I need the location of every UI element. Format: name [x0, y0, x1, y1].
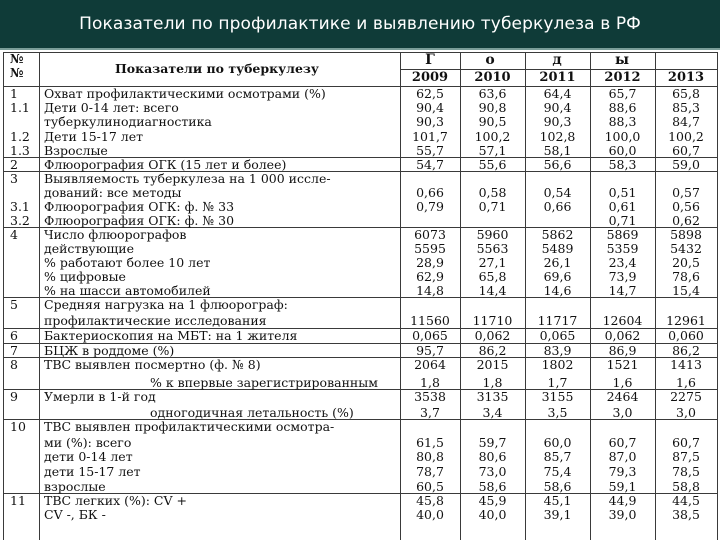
- table-col-rule: [39, 52, 40, 540]
- row-value: 0,79: [416, 199, 444, 214]
- row-value: 20,5: [672, 255, 700, 270]
- row-value: 12604: [602, 313, 643, 328]
- row-value: 73,9: [608, 269, 637, 284]
- row-value: 3,4: [482, 405, 503, 420]
- row-value: 14,8: [416, 283, 444, 298]
- row-value: 0,71: [478, 199, 507, 214]
- row-value: 1,6: [612, 375, 633, 390]
- row-indicator-label: ТВС выявлен профилактическими осмотра-: [44, 419, 335, 434]
- row-number: 3.1: [10, 199, 30, 214]
- row-value: 59,0: [672, 157, 700, 172]
- row-value: 2275: [670, 389, 702, 404]
- row-indicator-label: дети 0-14 лет: [44, 449, 133, 464]
- row-value: 44,5: [672, 493, 700, 508]
- row-value: 79,3: [608, 464, 637, 479]
- row-value: 84,7: [672, 114, 700, 129]
- header-indicator-label: Показатели по туберкулезу: [115, 61, 319, 76]
- row-indicator-label: % работают более 10 лет: [44, 255, 211, 270]
- row-value: 85,7: [543, 449, 572, 464]
- table-col-rule: [717, 52, 718, 540]
- row-value: 5869: [606, 227, 639, 242]
- row-value: 90,4: [543, 100, 572, 115]
- row-indicator-label: взрослые: [44, 479, 106, 494]
- row-value: 90,3: [543, 114, 572, 129]
- row-number: 7: [10, 343, 18, 358]
- row-indicator-label: Дети 15-17 лет: [44, 129, 144, 144]
- row-value: 15,4: [672, 283, 700, 298]
- row-value: 85,3: [672, 100, 700, 115]
- header-year-2010: 2010: [474, 70, 511, 85]
- row-value: 0,66: [543, 199, 572, 214]
- row-value: 40,0: [478, 507, 507, 522]
- row-indicator-label: Число флюорографов: [44, 227, 187, 242]
- row-value: 38,5: [672, 507, 700, 522]
- row-value: 23,4: [608, 255, 637, 270]
- row-value: 45,1: [543, 493, 572, 508]
- row-number: 10: [10, 419, 26, 434]
- row-value: 87,5: [672, 449, 700, 464]
- row-value: 1,8: [420, 375, 440, 390]
- row-value: 0,062: [474, 328, 511, 343]
- row-value: 55,6: [478, 157, 507, 172]
- row-number: 3: [10, 171, 18, 186]
- row-number: 8: [10, 357, 18, 372]
- row-value: 61,5: [416, 435, 444, 450]
- header-year-2012: 2012: [604, 70, 641, 85]
- row-value: 86,2: [478, 343, 507, 358]
- row-value: 3538: [414, 389, 446, 404]
- row-value: 90,3: [416, 114, 444, 129]
- row-value: 2064: [414, 357, 446, 372]
- row-indicator-label: дований: все методы: [44, 185, 182, 200]
- row-value: 5898: [670, 227, 702, 242]
- row-value: 2015: [476, 357, 509, 372]
- row-value: 65,8: [478, 269, 507, 284]
- header-year-2009: 2009: [411, 70, 449, 85]
- row-value: 0,065: [412, 328, 448, 343]
- row-value: 0,58: [478, 185, 507, 200]
- row-value: 11717: [537, 313, 578, 328]
- row-value: 2464: [606, 389, 639, 404]
- row-indicator-label: Выявляемость туберкулеза на 1 000 иссле-: [44, 171, 331, 186]
- row-value: 5862: [541, 227, 574, 242]
- row-value: 0,66: [416, 185, 444, 200]
- row-value: 88,3: [608, 114, 637, 129]
- row-indicator-label: % на шасси автомобилей: [44, 283, 211, 298]
- row-value: 100,2: [668, 129, 704, 144]
- row-value: 0,54: [543, 185, 572, 200]
- row-number: 2: [10, 157, 18, 172]
- row-value: 0,060: [668, 328, 704, 343]
- row-value: 88,6: [608, 100, 637, 115]
- slide-title: Показатели по профилактике и выявлению туберкулеза в РФ: [79, 14, 641, 34]
- row-value: 87,0: [608, 449, 637, 464]
- row-indicator-label: CV -, БК -: [44, 507, 106, 522]
- row-value: 80,6: [478, 449, 507, 464]
- row-indicator-label: ми (%): всего: [44, 435, 132, 450]
- row-value: 90,8: [478, 100, 507, 115]
- row-value: 45,8: [416, 493, 444, 508]
- row-indicator-label: профилактические исследования: [44, 313, 267, 328]
- row-indicator-label: % цифровые: [44, 269, 126, 284]
- row-value: 5595: [414, 241, 446, 256]
- row-value: 3,0: [676, 405, 696, 420]
- row-value: 5563: [476, 241, 509, 256]
- row-value: 60,0: [608, 143, 637, 158]
- row-value: 100,2: [474, 129, 511, 144]
- row-value: 3155: [541, 389, 574, 404]
- table-col-rule: [3, 52, 4, 540]
- row-value: 55,7: [416, 143, 444, 158]
- slide-title-bar: [0, 0, 720, 50]
- row-value: 78,7: [416, 464, 444, 479]
- row-value: 0,57: [672, 185, 700, 200]
- row-indicator-label: действующие: [44, 241, 134, 256]
- row-value: 1,8: [482, 375, 503, 390]
- row-value: 0,065: [539, 328, 576, 343]
- row-value: 5489: [541, 241, 574, 256]
- row-value: 62,5: [416, 86, 444, 101]
- row-value: 56,6: [543, 157, 572, 172]
- row-value: 78,5: [672, 464, 700, 479]
- row-number: 1.1: [10, 100, 30, 115]
- row-value: 14,7: [608, 283, 637, 298]
- row-value: 3,0: [612, 405, 633, 420]
- row-value: 65,8: [672, 86, 700, 101]
- row-value: 26,1: [543, 255, 572, 270]
- row-value: 102,8: [539, 129, 576, 144]
- row-value: 60,7: [608, 435, 637, 450]
- row-value: 12961: [666, 313, 706, 328]
- row-value: 1,6: [676, 375, 696, 390]
- row-value: 1413: [670, 357, 702, 372]
- row-indicator-label: Дети 0-14 лет: всего: [44, 100, 179, 115]
- row-value: 11710: [472, 313, 513, 328]
- row-value: 57,1: [478, 143, 507, 158]
- row-indicator-label: Взрослые: [44, 143, 108, 158]
- header-years-word: д: [552, 52, 562, 68]
- row-number: 4: [10, 227, 18, 242]
- row-indicator-label: % к впервые зарегистрированным: [150, 375, 378, 390]
- row-value: 1,7: [547, 375, 568, 390]
- row-value: 65,7: [608, 86, 637, 101]
- row-number: 1.3: [10, 143, 30, 158]
- row-indicator-label: Охват профилактическими осмотрами (%): [44, 86, 326, 101]
- row-value: 0,56: [672, 199, 700, 214]
- row-indicator-label: одногодичная летальность (%): [150, 405, 354, 420]
- row-indicator-label: Флюорография ОГК: ф. № 30: [44, 213, 235, 228]
- row-value: 27,1: [478, 255, 507, 270]
- row-value: 58,8: [672, 479, 700, 494]
- row-value: 44,9: [608, 493, 637, 508]
- row-value: 5432: [670, 241, 702, 256]
- row-indicator-label: ТВС легких (%): CV +: [44, 493, 187, 508]
- row-value: 73,0: [478, 464, 507, 479]
- row-value: 58,6: [543, 479, 572, 494]
- row-number: 9: [10, 389, 18, 404]
- row-number: 1: [10, 86, 18, 101]
- row-value: 39,1: [543, 507, 572, 522]
- row-indicator-label: Умерли в 1-й год: [44, 389, 156, 404]
- row-value: 86,2: [672, 343, 700, 358]
- row-indicator-label: Флюорография ОГК (15 лет и более): [44, 157, 287, 172]
- header-years-word: Г: [425, 52, 435, 68]
- header-no-label: № №: [10, 51, 24, 80]
- row-value: 3,7: [420, 405, 440, 420]
- row-value: 64,4: [543, 86, 572, 101]
- row-value: 58,6: [478, 479, 507, 494]
- row-value: 1802: [541, 357, 574, 372]
- row-value: 86,9: [608, 343, 637, 358]
- row-value: 60,7: [672, 435, 700, 450]
- header-years-word: ы: [614, 52, 630, 68]
- row-value: 5359: [606, 241, 639, 256]
- row-value: 59,1: [608, 479, 637, 494]
- row-value: 75,4: [543, 464, 572, 479]
- row-value: 0,062: [604, 328, 641, 343]
- row-value: 39,0: [608, 507, 637, 522]
- row-value: 63,6: [478, 86, 507, 101]
- row-value: 90,4: [416, 100, 444, 115]
- header-year-2013: 2013: [667, 70, 705, 85]
- row-indicator-label: Средняя нагрузка на 1 флюорограф:: [44, 297, 288, 312]
- row-value: 6073: [414, 227, 446, 242]
- row-indicator-label: туберкулинодиагностика: [44, 114, 212, 129]
- row-indicator-label: дети 15-17 лет: [44, 464, 141, 479]
- row-value: 0,71: [608, 213, 637, 228]
- row-value: 1521: [606, 357, 639, 372]
- row-value: 0,61: [608, 199, 637, 214]
- row-value: 3,5: [547, 405, 568, 420]
- row-value: 45,9: [478, 493, 507, 508]
- header-years-word: о: [485, 52, 495, 68]
- row-number: 11: [10, 493, 26, 508]
- row-value: 83,9: [543, 343, 572, 358]
- row-value: 40,0: [416, 507, 444, 522]
- row-number: 5: [10, 297, 18, 312]
- row-indicator-label: Флюорография ОГК: ф. № 33: [44, 199, 235, 214]
- row-value: 58,1: [543, 143, 572, 158]
- row-value: 60,0: [543, 435, 572, 450]
- row-value: 90,5: [478, 114, 507, 129]
- row-number: 1.2: [10, 129, 30, 144]
- row-value: 0,62: [672, 213, 700, 228]
- row-value: 100,0: [604, 129, 641, 144]
- row-value: 80,8: [416, 449, 444, 464]
- row-number: 6: [10, 328, 18, 343]
- row-value: 3135: [476, 389, 509, 404]
- row-value: 14,6: [543, 283, 572, 298]
- row-indicator-label: ТВС выявлен посмертно (ф. № 8): [44, 357, 261, 372]
- row-value: 78,6: [672, 269, 700, 284]
- row-indicator-label: Бактериоскопия на МБТ: на 1 жителя: [44, 328, 298, 343]
- row-value: 28,9: [416, 255, 444, 270]
- row-value: 60,5: [416, 479, 444, 494]
- row-value: 14,4: [478, 283, 507, 298]
- row-value: 58,3: [608, 157, 637, 172]
- row-value: 62,9: [416, 269, 444, 284]
- row-value: 59,7: [478, 435, 507, 450]
- row-value: 0,51: [608, 185, 637, 200]
- header-year-2011: 2011: [539, 70, 576, 85]
- row-value: 11560: [410, 313, 450, 328]
- row-value: 60,7: [672, 143, 700, 158]
- row-value: 101,7: [412, 129, 448, 144]
- row-number: 3.2: [10, 213, 30, 228]
- row-value: 95,7: [416, 343, 444, 358]
- row-value: 54,7: [416, 157, 444, 172]
- row-value: 69,6: [543, 269, 572, 284]
- row-indicator-label: БЦЖ в роддоме (%): [44, 343, 175, 358]
- row-value: 5960: [476, 227, 509, 242]
